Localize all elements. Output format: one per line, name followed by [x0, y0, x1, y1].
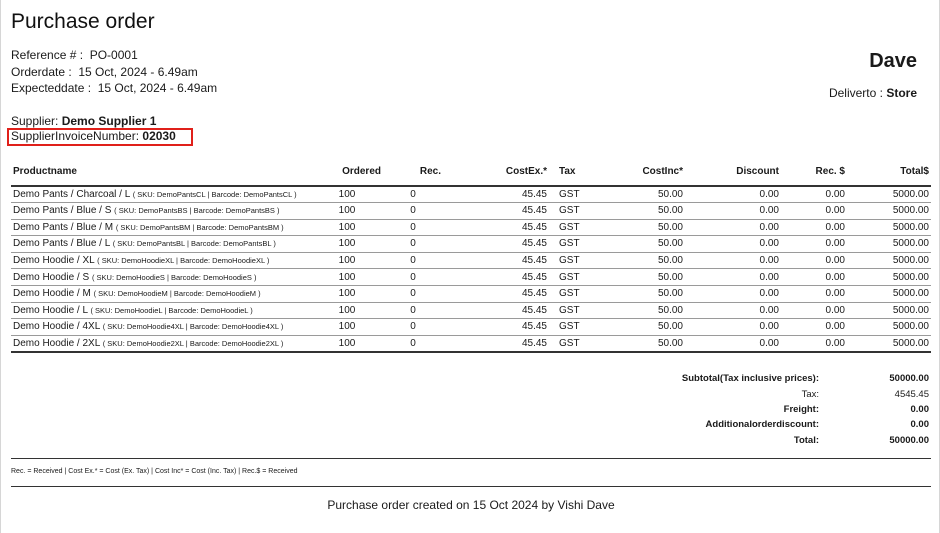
cell-tax: GST — [549, 203, 589, 220]
cell-rec-amount: 0.00 — [781, 236, 847, 253]
cell-costex: 45.45 — [443, 319, 549, 336]
cell-rec-amount: 0.00 — [781, 203, 847, 220]
divider — [11, 486, 931, 487]
cell-productname — [11, 269, 311, 286]
totals-value: 0.00 — [910, 403, 929, 415]
deliver-to — [829, 86, 917, 100]
supplier-label: Supplier: — [11, 114, 59, 128]
product-sku-barcode: ( SKU: DemoHoodieM | Barcode: DemoHoodieM ) — [93, 289, 261, 299]
col-rec: Rec. — [383, 163, 443, 186]
cell-costex: 45.45 — [443, 219, 549, 236]
table-row — [11, 302, 931, 319]
cell-rec: 0 — [383, 335, 443, 352]
cell-tax: GST — [549, 269, 589, 286]
cell-costinc: 50.00 — [589, 203, 685, 220]
cell-rec: 0 — [383, 319, 443, 336]
table-header-row — [11, 163, 931, 186]
orderdate-value: 15 Oct, 2024 - 6.49am — [78, 64, 198, 79]
cell-discount: 0.00 — [685, 302, 781, 319]
cell-rec-amount: 0.00 — [781, 219, 847, 236]
product-name: Demo Hoodie / L — [13, 304, 88, 316]
cell-rec-amount: 0.00 — [781, 186, 847, 203]
totals-value: 50000.00 — [889, 373, 929, 385]
cell-tax: GST — [549, 219, 589, 236]
table-row — [11, 269, 931, 286]
cell-rec: 0 — [383, 186, 443, 203]
cell-costinc: 50.00 — [589, 286, 685, 303]
cell-productname — [11, 252, 311, 269]
cell-costinc: 50.00 — [589, 219, 685, 236]
product-name: Demo Pants / Blue / L — [13, 238, 110, 250]
cell-productname — [11, 186, 311, 203]
product-name: Demo Hoodie / S — [13, 271, 90, 283]
cell-discount: 0.00 — [685, 219, 781, 236]
cell-ordered: 100 — [311, 269, 383, 286]
cell-ordered: 100 — [311, 219, 383, 236]
product-sku-barcode: ( SKU: DemoPantsBS | Barcode: DemoPantsBS ) — [114, 206, 280, 216]
expecteddate-row — [11, 80, 217, 97]
orderdate-label: Orderdate : — [11, 64, 72, 79]
product-name: Demo Hoodie / M — [13, 288, 91, 300]
cell-ordered: 100 — [311, 236, 383, 253]
footer-text: Purchase order created on 15 Oct 2024 by Vishi Dave — [327, 498, 615, 512]
cell-rec-amount: 0.00 — [781, 335, 847, 352]
col-rec-amount: Rec. $ — [781, 163, 847, 186]
cell-discount: 0.00 — [685, 252, 781, 269]
col-costex: CostEx.* — [443, 163, 549, 186]
cell-discount: 0.00 — [685, 319, 781, 336]
cell-total: 5000.00 — [847, 186, 931, 203]
cell-rec-amount: 0.00 — [781, 286, 847, 303]
cell-discount: 0.00 — [685, 186, 781, 203]
product-sku-barcode: ( SKU: DemoPantsBL | Barcode: DemoPantsBL ) — [112, 239, 276, 249]
cell-discount: 0.00 — [685, 335, 781, 352]
cell-rec: 0 — [383, 269, 443, 286]
cell-total: 5000.00 — [847, 319, 931, 336]
cell-costex: 45.45 — [443, 236, 549, 253]
totals-row — [561, 417, 929, 432]
cell-ordered: 100 — [311, 319, 383, 336]
totals-row — [561, 402, 929, 417]
totals-summary — [561, 371, 929, 448]
divider — [11, 458, 931, 459]
cell-total: 5000.00 — [847, 252, 931, 269]
cell-productname — [11, 203, 311, 220]
cell-rec: 0 — [383, 236, 443, 253]
orderdate-row — [11, 64, 217, 81]
cell-tax: GST — [549, 286, 589, 303]
totals-value: 0.00 — [910, 419, 929, 431]
cell-ordered: 100 — [311, 286, 383, 303]
order-meta — [11, 47, 217, 97]
deliver-value: Store — [886, 86, 917, 100]
cell-rec: 0 — [383, 252, 443, 269]
cell-costinc: 50.00 — [589, 269, 685, 286]
cell-productname — [11, 236, 311, 253]
items-table — [11, 163, 931, 353]
customer-name: Dave — [869, 50, 917, 72]
totals-label: Subtotal(Tax inclusive prices): — [681, 373, 819, 385]
cell-costinc: 50.00 — [589, 186, 685, 203]
table-row — [11, 219, 931, 236]
cell-tax: GST — [549, 302, 589, 319]
totals-row — [561, 433, 929, 448]
cell-costex: 45.45 — [443, 186, 549, 203]
cell-costinc: 50.00 — [589, 319, 685, 336]
cell-tax: GST — [549, 252, 589, 269]
col-tax: Tax — [549, 163, 589, 186]
table-row — [11, 319, 931, 336]
product-sku-barcode: ( SKU: DemoHoodieL | Barcode: DemoHoodieL ) — [90, 305, 253, 315]
cell-tax: GST — [549, 236, 589, 253]
cell-rec: 0 — [383, 219, 443, 236]
table-row — [11, 236, 931, 253]
cell-discount: 0.00 — [685, 286, 781, 303]
cell-ordered: 100 — [311, 302, 383, 319]
invoice-label: SupplierInvoiceNumber: — [11, 129, 140, 143]
product-sku-barcode: ( SKU: DemoHoodie2XL | Barcode: DemoHoodie2XL ) — [102, 338, 284, 348]
cell-ordered: 100 — [311, 252, 383, 269]
cell-productname — [11, 219, 311, 236]
cell-total: 5000.00 — [847, 269, 931, 286]
cell-productname — [11, 319, 311, 336]
table-row — [11, 286, 931, 303]
cell-discount: 0.00 — [685, 269, 781, 286]
totals-value: 4545.45 — [894, 388, 929, 400]
col-discount: Discount — [685, 163, 781, 186]
cell-costex: 45.45 — [443, 252, 549, 269]
supplier-value: Demo Supplier 1 — [61, 114, 157, 128]
cell-rec: 0 — [383, 203, 443, 220]
cell-productname — [11, 335, 311, 352]
totals-row — [561, 386, 929, 401]
cell-costinc: 50.00 — [589, 335, 685, 352]
cell-total: 5000.00 — [847, 219, 931, 236]
product-name: Demo Hoodie / 4XL — [13, 321, 100, 333]
table-row — [11, 203, 931, 220]
col-productname: Productname — [11, 163, 311, 186]
cell-tax: GST — [549, 319, 589, 336]
totals-row — [561, 371, 929, 386]
product-sku-barcode: ( SKU: DemoHoodie4XL | Barcode: DemoHoodie4XL ) — [102, 322, 284, 332]
cell-total: 5000.00 — [847, 302, 931, 319]
legend-text: Rec. = Received | Cost Ex.* = Cost (Ex. Tax) | Cost Inc* = Cost (Inc. Tax) | Rec.$ = Received — [11, 468, 298, 475]
product-name: Demo Pants / Charcoal / L — [13, 188, 130, 200]
table-row — [11, 186, 931, 203]
product-sku-barcode: ( SKU: DemoPantsBM | Barcode: DemoPantsBM ) — [115, 222, 284, 232]
totals-label: Tax: — [801, 388, 819, 400]
cell-ordered: 100 — [311, 335, 383, 352]
cell-rec-amount: 0.00 — [781, 319, 847, 336]
cell-costex: 45.45 — [443, 335, 549, 352]
cell-productname — [11, 302, 311, 319]
product-name: Demo Hoodie / XL — [13, 254, 95, 266]
totals-label: Total: — [793, 434, 819, 446]
totals-value: 50000.00 — [889, 434, 929, 446]
invoice-value: 02030 — [142, 129, 176, 143]
deliver-label: Deliverto : — [828, 86, 883, 100]
supplier-invoice-number — [11, 129, 176, 143]
cell-ordered: 100 — [311, 186, 383, 203]
cell-tax: GST — [549, 186, 589, 203]
table-row — [11, 335, 931, 352]
cell-total: 5000.00 — [847, 286, 931, 303]
cell-costex: 45.45 — [443, 286, 549, 303]
totals-label: Additionalorderdiscount: — [705, 419, 819, 431]
cell-costex: 45.45 — [443, 302, 549, 319]
cell-discount: 0.00 — [685, 203, 781, 220]
product-name: Demo Pants / Blue / S — [13, 205, 112, 217]
reference-row — [11, 47, 217, 64]
cell-costinc: 50.00 — [589, 236, 685, 253]
table-row — [11, 252, 931, 269]
supplier-info — [11, 114, 156, 129]
col-ordered: Ordered — [311, 163, 383, 186]
product-name: Demo Hoodie / 2XL — [13, 337, 100, 349]
cell-costinc: 50.00 — [589, 252, 685, 269]
cell-discount: 0.00 — [685, 236, 781, 253]
page-title: Purchase order — [11, 10, 155, 33]
product-sku-barcode: ( SKU: DemoHoodieXL | Barcode: DemoHoodieXL ) — [97, 255, 270, 265]
product-sku-barcode: ( SKU: DemoPantsCL | Barcode: DemoPantsCL ) — [132, 189, 297, 199]
cell-rec-amount: 0.00 — [781, 302, 847, 319]
cell-rec-amount: 0.00 — [781, 269, 847, 286]
totals-label: Freight: — [783, 403, 819, 415]
col-total: Total$ — [847, 163, 931, 186]
cell-total: 5000.00 — [847, 335, 931, 352]
cell-productname — [11, 286, 311, 303]
col-costinc: CostInc* — [589, 163, 685, 186]
expecteddate-value: 15 Oct, 2024 - 6.49am — [97, 81, 218, 95]
cell-tax: GST — [549, 335, 589, 352]
cell-rec: 0 — [383, 286, 443, 303]
reference-label: Reference # : — [11, 48, 84, 62]
cell-rec-amount: 0.00 — [781, 252, 847, 269]
reference-value: PO-0001 — [89, 48, 138, 62]
cell-rec: 0 — [383, 302, 443, 319]
cell-costex: 45.45 — [443, 203, 549, 220]
cell-costex: 45.45 — [443, 269, 549, 286]
product-sku-barcode: ( SKU: DemoHoodieS | Barcode: DemoHoodieS ) — [91, 272, 257, 282]
cell-costinc: 50.00 — [589, 302, 685, 319]
cell-ordered: 100 — [311, 203, 383, 220]
cell-total: 5000.00 — [847, 236, 931, 253]
product-name: Demo Pants / Blue / M — [13, 221, 114, 233]
expecteddate-label: Expecteddate : — [11, 81, 92, 95]
cell-total: 5000.00 — [847, 203, 931, 220]
